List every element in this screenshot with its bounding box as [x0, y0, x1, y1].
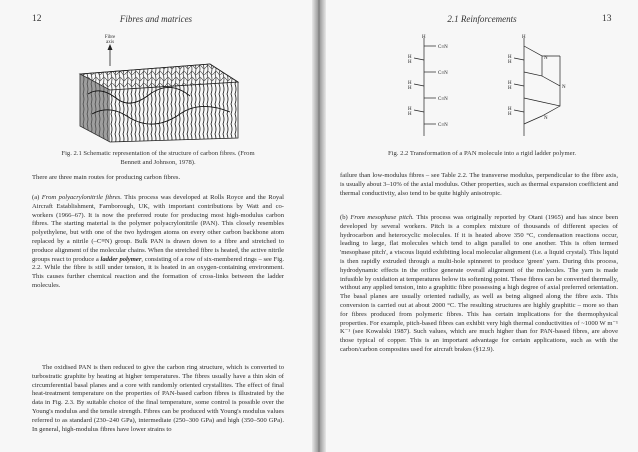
nitrile-4: C≡N — [438, 123, 448, 128]
paragraph-oxidised-pan: The oxidised PAN is then reduced to give the carbon ring structure, which is converted to turbostratic graphite by heating at higher temperatures. The fibres usually have a thin skin of circumferential basal planes and a core with randomly oriented crystallites. The effect of final heat-treatment temperature on the properties of PAN-based carbon fibres is illustrated by the data in Fig. 2.3. By suitable choice of the final temperature, some control is possible over the Young's modulus and the tensile strength. Fibres can be produced with Young's modulus values referred to as standard (230–240 GPa), intermediate (250–300 GPa) and high (350–500 GPa). In general, high-modulus fibres have lower strains to — [32, 364, 284, 433]
para-a-text-1: This process was developed at Rolls Royce and the Royal Aircraft Establishment, Farnborough, UK, with important contributions by Watt and co-workers (1966–67). It is now the preferred route for producing most high-modulus carbon fibres. The starting material is the polymer polyacrylonitrile (PAN). This closely resembles polyethylene, but with one of the two hydrogen atoms on every other carbon backbone atom replaced by a nitrile (–C≡N) group. Bulk PAN is drawn down to a fibre and stretched to produce alignment of the molecular chains. When the stretched fibre is heated, the active nitrile groups react to produce a — [32, 194, 284, 263]
atom-h-4: H — [408, 81, 412, 86]
para-a-text-2: , consisting of a row of six-membered rings – see Fig. 2.2. While the fibre is still under tension, it is heated in an oxygen-containing environment. This causes further chemical reaction and the formation of cross-links between the ladder molecules. — [32, 255, 284, 289]
para-b-text: This process was originally reported by Otani (1965) and has since been developed by several workers. Pitch is a complex mixture of thousands of different species of hydrocarbon and heterocyclic molecules. If it is heated above 350 °C, condensation reactions occur, leading to large, flat molecules which tend to align parallel to one another. This is often termed 'mesophase pitch', a viscous liquid exhibiting local molecular alignment (i.e. a liquid crystal). This liquid is then rapidly extruded through a multi-hole spinneret to produce 'green' yarn. During this process, hydrodynamic effects in the orifice generate overall alignment of the molecules. The yarn is made infusible by oxidation at temperatures below its softening point. These fibres can be converted thermally, without any applied tension, into a graphitic fibre possessing a high degree of axial preferred orientation. The basal planes are usually oriented radially, as well as being aligned along the fibre axis. This conversion is carried out at about 2000 °C. The resulting structures are highly graphitic – more so than for fibres produced from polymeric fibres. This has certain implications for the thermophysical properties. For example, pitch-based fibres can exhibit very high thermal conductivities of ~1000 W m⁻¹ K⁻¹ (see Kowalski 1987). Such values, which are much higher than for PAN-based fibres, are above those typical of copper. This is an important advantage for certain applications, such as with the carbon/carbon composites used for aircraft brakes (§12.9). — [340, 214, 618, 353]
left-page — [0, 0, 312, 452]
ladder-atom-h-7: H — [508, 112, 512, 117]
nitrile-3: C≡N — [438, 97, 448, 102]
para-b-heading: From mesophase pitch. — [350, 214, 414, 221]
caption-line-1: Fig. 2.1 Schematic representation of the structure of carbon fibres. (From — [61, 150, 255, 157]
ladder-atom-h-5: H — [508, 86, 512, 91]
atom-h-3: H — [408, 60, 412, 65]
right-page — [326, 0, 638, 452]
ladder-polymer-term: ladder polymer — [100, 255, 142, 263]
carbon-fibre-structure-figure — [70, 34, 250, 144]
figure-caption: Fig. 2.2 Transformation of a PAN molecule into a rigid ladder polymer. — [387, 150, 577, 157]
figure-caption — [28, 150, 288, 167]
book-gutter — [312, 0, 326, 452]
intro-paragraph: There are three main routes for producing carbon fibres. — [32, 174, 181, 181]
axis-label-axis: axis — [105, 40, 115, 45]
pan-ladder-polymer-figure — [384, 32, 594, 144]
axis-label-fibre: Fibre — [104, 35, 116, 40]
ring-n-3: N — [544, 116, 548, 121]
nitrile-1: C≡N — [438, 45, 448, 50]
paragraph-continued: failure than low-modulus fibres – see Table 2.2. The transverse modulus, perpendicular to the fibre axis, is usually about 3–10% of the axial modulus. Other properties, such as thermal expansion coefficient and thermal conductivity, also tend to be quite highly anisotropic. — [340, 172, 618, 197]
para-a-prefix: (a) — [32, 194, 42, 201]
running-head: 2.1 Reinforcements — [447, 14, 517, 24]
running-head: Fibres and matrices — [119, 14, 193, 24]
ladder-atom-h-4: H — [508, 81, 512, 86]
nitrile-2: C≡N — [438, 71, 448, 76]
pan-chain — [414, 38, 436, 136]
atom-h-5: H — [408, 86, 412, 91]
ring-n-1: N — [544, 56, 548, 61]
atom-h-2: H — [408, 55, 412, 60]
caption-line-2: Bennett and Johnson, 1978). — [120, 158, 196, 166]
ladder-atom-h-3: H — [508, 60, 512, 65]
atom-h-6: H — [408, 107, 412, 112]
paragraph-a — [32, 194, 284, 291]
ladder-atom-h-1: H — [522, 35, 526, 40]
para-a-heading: From polyacrylonitrile fibres. — [41, 194, 122, 201]
paragraph-b — [340, 214, 618, 355]
ladder-atom-h-6: H — [508, 107, 512, 112]
para-b-prefix: (b) — [340, 214, 351, 221]
page-number: 12 — [32, 14, 42, 24]
ladder-atom-h-2: H — [508, 55, 512, 60]
atom-h-7: H — [408, 112, 412, 117]
ladder-polymer — [514, 38, 560, 136]
atom-h-1: H — [422, 35, 426, 40]
page-number: 13 — [602, 14, 612, 24]
ring-n-2: N — [562, 85, 566, 90]
